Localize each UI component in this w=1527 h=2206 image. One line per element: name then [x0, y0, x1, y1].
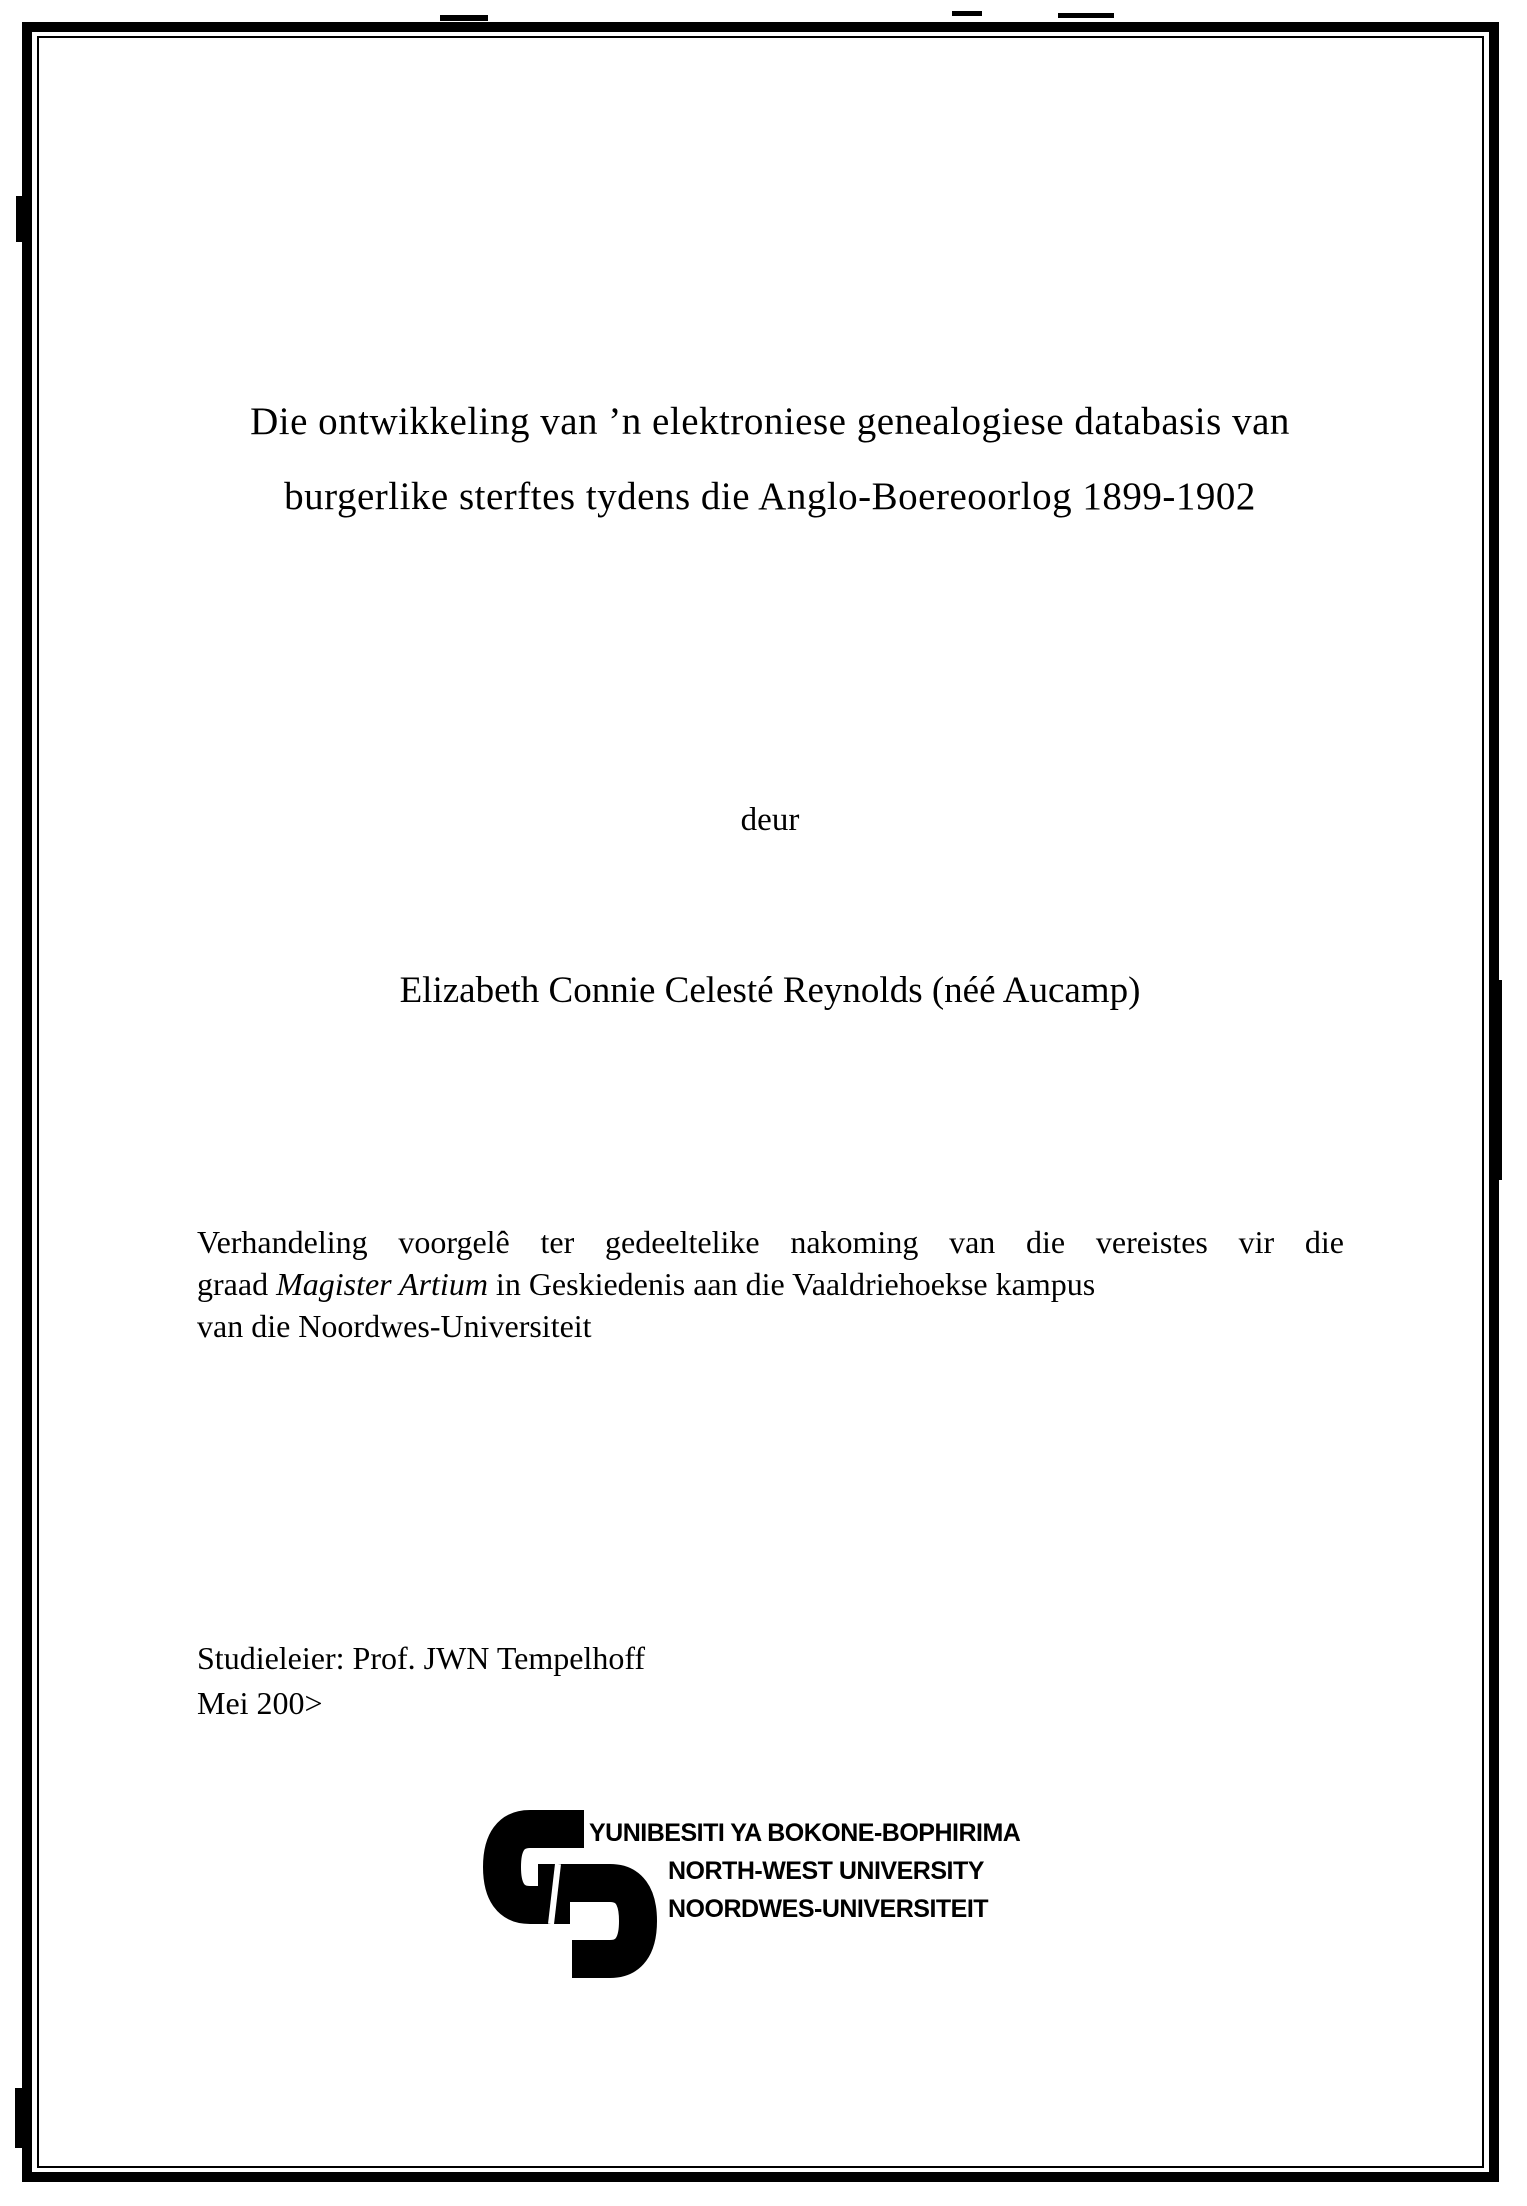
- statement-line-2: [197, 1263, 1344, 1305]
- author-name: Elizabeth Connie Celesté Reynolds (néé Aucamp): [399, 970, 1141, 1011]
- logo-text-line-2: NORTH-WEST UNIVERSITY: [668, 1857, 984, 1885]
- supervisor-line: Studieleier: Prof. JWN Tempelhoff: [197, 1640, 646, 1676]
- scan-artifact: [15, 2088, 28, 2148]
- supervisor-date-block: [197, 1636, 645, 1726]
- date-line: Mei 200>: [197, 1685, 323, 1721]
- statement-line-2-post: in Geskiedenis aan die Vaaldriehoekse kampus: [487, 1266, 1096, 1302]
- thesis-title: [165, 384, 1375, 534]
- logo-text-line-1: YUNIBESITI YA BOKONE-BOPHIRIMA: [589, 1819, 1021, 1847]
- scan-artifact: [952, 11, 982, 16]
- submission-statement: [197, 1221, 1344, 1347]
- scan-artifact: [1494, 980, 1502, 1180]
- university-logo: [472, 1806, 1092, 1986]
- statement-line-2-pre: graad: [197, 1266, 277, 1302]
- scan-artifact: [16, 196, 30, 242]
- statement-line-1: Verhandeling voorgelê ter gedeeltelike nakoming van die vereistes vir die: [197, 1224, 1344, 1260]
- title-line-2: burgerlike sterftes tydens die Anglo-Boereoorlog 1899-1902: [284, 475, 1256, 518]
- scan-artifact: [1058, 13, 1114, 18]
- logo-text-line-3: NOORDWES-UNIVERSITEIT: [668, 1895, 989, 1923]
- byline-deur: deur: [740, 802, 800, 838]
- degree-name-italic: Magister Artium: [276, 1266, 488, 1302]
- title-line-1: Die ontwikkeling van ’n elektroniese genealogiese databasis van: [250, 400, 1290, 443]
- scan-artifact: [440, 15, 488, 21]
- statement-line-3: van die Noordwes-Universiteit: [197, 1308, 592, 1344]
- university-logo-wordmark: [589, 1814, 1020, 1928]
